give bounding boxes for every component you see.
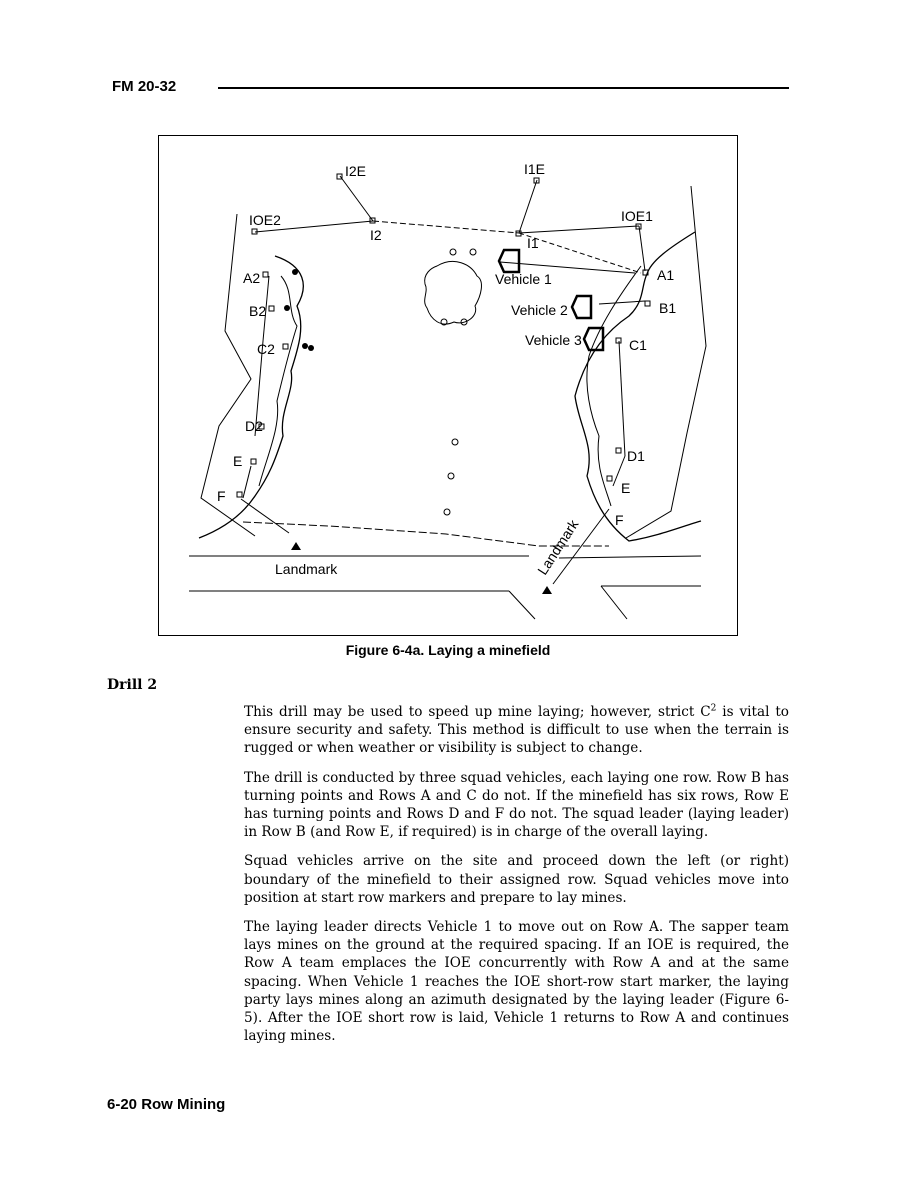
label-landmark-left: Landmark <box>275 561 338 577</box>
paragraph-1-end: is vital to ensure security and safety. This method is difficult to use when the terrain is rugged or when weather or visibility is subject to change. <box>244 704 789 757</box>
body-text <box>244 703 789 1056</box>
label-i1: I1 <box>527 235 539 251</box>
label-landmark-right: Landmark <box>534 516 582 578</box>
minefield-figure <box>158 135 738 636</box>
label-f-right: F <box>615 512 624 528</box>
label-f-left: F <box>217 488 226 504</box>
minefield-diagram <box>159 136 737 635</box>
label-vehicle-3: Vehicle 3 <box>525 332 582 348</box>
label-vehicle-2: Vehicle 2 <box>511 302 568 318</box>
section-heading: Drill 2 <box>107 677 158 693</box>
label-d2: D2 <box>245 418 263 434</box>
paragraph-2: The drill is conducted by three squad vehicles, each laying one row. Row B has turning points and Rows A and C do not. If the minefield has six rows, Row E has turning points and Rows D and F do not. The squad leader (laying leader) in Row B (and Row E, if required) is in charge of the overall laying. <box>244 769 789 841</box>
label-e-right: E <box>621 480 631 496</box>
label-b1: B1 <box>659 300 677 316</box>
label-c2: C2 <box>257 341 275 357</box>
label-d1: D1 <box>627 448 645 464</box>
paragraph-3: Squad vehicles arrive on the site and proceed down the left (or right) boundary of the minefield to their assigned row. Squad vehicles move into position at start row markers and prepare to lay mines. <box>244 853 789 906</box>
paragraph-1-start: This drill may be used to speed up mine laying; however, strict C <box>244 704 711 720</box>
figure-caption: Figure 6-4a. Laying a minefield <box>345 642 551 658</box>
label-ioe2: IOE2 <box>249 212 281 228</box>
paragraph-1 <box>244 703 789 758</box>
label-i2: I2 <box>370 227 382 243</box>
label-a1: A1 <box>657 267 675 283</box>
label-b2: B2 <box>249 303 267 319</box>
manual-header: FM 20-32 <box>112 78 177 95</box>
paragraph-4: The laying leader directs Vehicle 1 to move out on Row A. The sapper team lays mines on the ground at the required spacing. If an IOE is required, the Row A team emplaces the IOE concurrently with Row A and at the same spacing. When Vehicle 1 reaches the IOE short-row start marker, the laying party lays mines along an azimuth designated by the laying leader (Figure 6-5). After the IOE short row is laid, Vehicle 1 returns to Row A and continues laying mines. <box>244 919 789 1045</box>
label-i2e: I2E <box>345 163 367 179</box>
label-ioe1: IOE1 <box>621 208 653 224</box>
label-e-left: E <box>233 453 243 469</box>
label-a2: A2 <box>243 270 261 286</box>
label-vehicle-1: Vehicle 1 <box>495 271 552 287</box>
page-footer: 6-20 Row Mining <box>107 1096 226 1113</box>
label-i1e: I1E <box>524 161 546 177</box>
superscript-2: 2 <box>710 703 717 714</box>
label-c1: C1 <box>629 337 647 353</box>
header-rule <box>218 87 789 89</box>
